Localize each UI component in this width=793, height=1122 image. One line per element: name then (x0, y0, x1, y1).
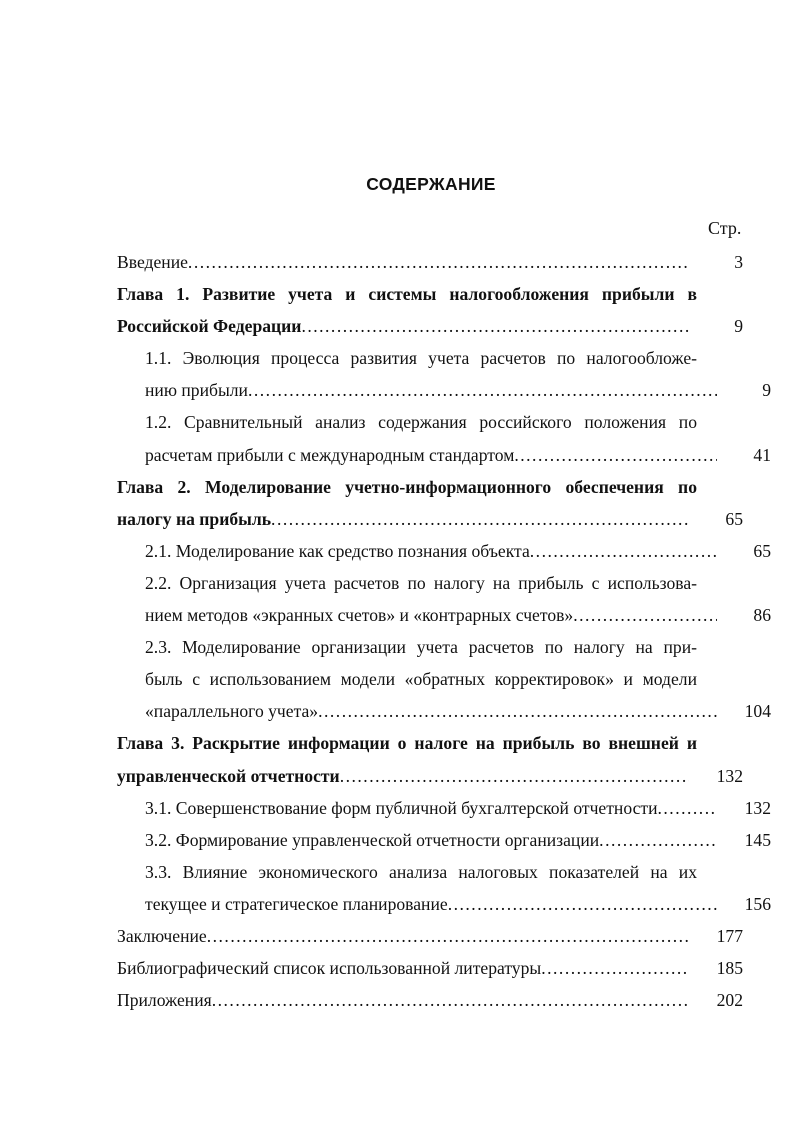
toc-entry-title: Российской Федерации (117, 316, 302, 337)
toc-line (117, 695, 777, 727)
toc-page-number: 65 (725, 508, 743, 529)
toc-line (117, 920, 749, 952)
toc-section-entry[interactable] (117, 792, 771, 824)
toc-section-entry[interactable] (117, 567, 771, 631)
toc-line (117, 374, 777, 406)
toc-entry-title: управленческой отчетности (117, 765, 340, 786)
toc-line: Глава 1. Развитие учета и системы налогообложения прибыли в (117, 284, 697, 305)
toc-line: 2.2. Организация учета расчетов по налогу на прибыль с использова- (145, 572, 697, 593)
toc-page-number: 185 (716, 958, 743, 979)
toc-line (117, 888, 777, 920)
dot-leader (340, 760, 689, 792)
dot-leader (188, 246, 689, 278)
toc-entry[interactable] (117, 920, 749, 952)
toc-line (117, 439, 777, 471)
toc-section-entry[interactable] (117, 824, 771, 856)
dot-leader (207, 920, 689, 952)
toc-entry[interactable] (117, 246, 749, 278)
toc-entry-title: нием методов «экранных счетов» и «контрарных счетов» (145, 605, 574, 626)
toc-entry-title: расчетам прибыли с международным стандартом (145, 444, 515, 465)
toc-line: Глава 2. Моделирование учетно-информационного обеспечения по (117, 476, 697, 497)
toc-line (117, 535, 777, 567)
toc-page-number: 3 (734, 252, 743, 272)
dot-leader (318, 695, 717, 727)
toc-page-number: 86 (753, 605, 771, 626)
page-column-header: Стр. (708, 218, 742, 238)
table-of-contents (117, 246, 771, 1016)
toc-section-entry[interactable] (117, 342, 771, 406)
toc-line: быль с использованием модели «обратных корректировок» и модели (145, 669, 697, 690)
toc-entry[interactable] (117, 952, 749, 984)
toc-line (117, 310, 749, 342)
toc-line: Глава 3. Раскрытие информации о налоге на прибыль во внешней и (117, 733, 697, 754)
toc-section-entry[interactable] (117, 631, 771, 727)
dot-leader (599, 824, 717, 856)
toc-line: 3.3. Влияние экономического анализа налоговых показателей на их (145, 861, 697, 882)
toc-entry-title: Заключение (117, 925, 207, 946)
dot-leader (271, 503, 689, 535)
toc-entry-title: 3.1. Совершенствование форм публичной бухгалтерской отчетности (145, 797, 658, 818)
toc-line (117, 599, 777, 631)
toc-page-number: 9 (734, 316, 743, 337)
toc-line: 2.3. Моделирование организации учета расчетов по налогу на при- (145, 637, 697, 658)
toc-page-number: 145 (744, 829, 771, 850)
toc-line (117, 984, 749, 1016)
toc-entry-title: 2.1. Моделирование как средство познания объекта (145, 540, 530, 561)
dot-leader (248, 374, 717, 406)
dot-leader (541, 952, 689, 984)
toc-entry-title: Библиографический список использованной литературы (117, 958, 542, 979)
toc-section-entry[interactable] (117, 856, 771, 920)
toc-chapter-entry[interactable] (117, 278, 749, 342)
toc-section-entry[interactable] (117, 406, 771, 470)
toc-line: 1.1. Эволюция процесса развития учета расчетов по налогообложе- (145, 348, 697, 369)
toc-line (117, 246, 749, 278)
toc-section-entry[interactable] (117, 535, 771, 567)
toc-entry-title: Введение (117, 252, 188, 272)
dot-leader (514, 439, 717, 471)
toc-page-number: 202 (716, 990, 743, 1011)
dot-leader (212, 984, 689, 1016)
toc-line: 1.2. Сравнительный анализ содержания российского положения по (145, 412, 697, 433)
toc-entry-title: 3.2. Формирование управленческой отчетности организации (145, 829, 600, 850)
toc-entry-title: Приложения (117, 990, 212, 1011)
toc-chapter-entry[interactable] (117, 727, 749, 791)
toc-line (117, 792, 777, 824)
toc-page-number: 65 (753, 540, 771, 561)
toc-page-number: 132 (744, 797, 771, 818)
toc-page-number: 132 (716, 765, 743, 786)
toc-chapter-entry[interactable] (117, 471, 749, 535)
toc-entry-title: текущее и стратегическое планирование (145, 893, 448, 914)
dot-leader (573, 599, 717, 631)
toc-line (117, 760, 749, 792)
dot-leader (530, 535, 717, 567)
toc-line (117, 503, 749, 535)
dot-leader (301, 310, 689, 342)
toc-page-number: 41 (753, 444, 771, 465)
toc-page-number: 104 (744, 701, 771, 722)
page-title: СОДЕРЖАНИЕ (366, 174, 496, 194)
toc-entry-title: налогу на прибыль (117, 508, 272, 529)
toc-page-number: 177 (716, 925, 743, 946)
dot-leader (658, 792, 718, 824)
toc-entry-title: «параллельного учета» (145, 701, 319, 722)
toc-page-number: 156 (744, 893, 771, 914)
dot-leader (448, 888, 717, 920)
toc-line (117, 952, 749, 984)
toc-line (117, 824, 777, 856)
toc-entry[interactable] (117, 984, 749, 1016)
toc-page-number: 9 (762, 380, 771, 401)
toc-entry-title: нию прибыли (145, 380, 248, 401)
